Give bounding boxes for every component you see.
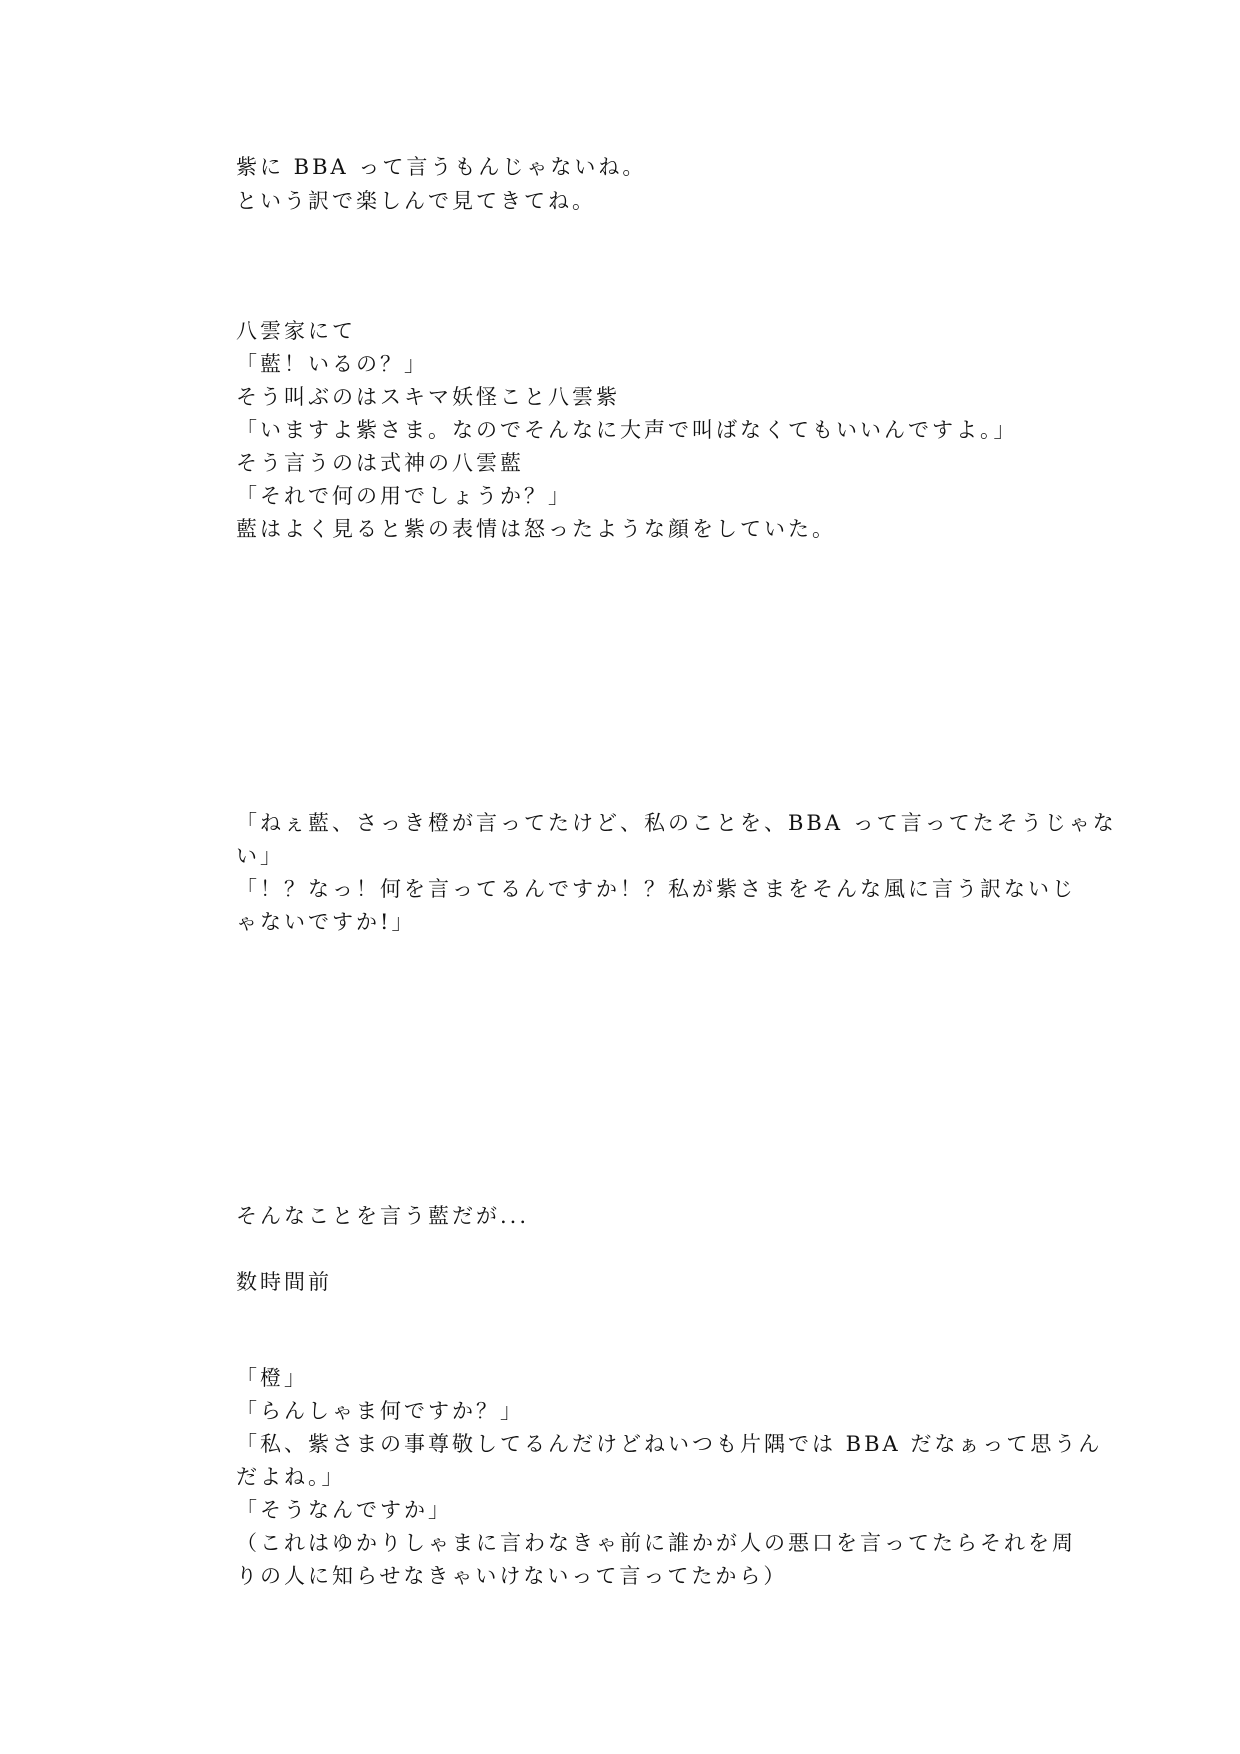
text-line: （これはゆかりしゃまに言わなきゃ前に誰かが人の悪口を言ってたらそれを周 bbox=[236, 1531, 1076, 1555]
text-line: 藍はよく見ると紫の表情は怒ったような顔をしていた。 bbox=[236, 517, 836, 541]
text-line: 「橙」 bbox=[236, 1366, 308, 1390]
text-line: そんなことを言う藍だが... bbox=[236, 1204, 530, 1228]
text-line: 「！？なっ！何を言ってるんですか！？私が紫さまをそんな風に言う訳ないじ bbox=[236, 877, 1076, 901]
text-line: 紫に BBA って言うもんじゃないね。 bbox=[236, 155, 647, 179]
text-line: 「いますよ紫さま。なのでそんなに大声で叫ばなくてもいいんですよ。」 bbox=[236, 418, 1018, 442]
text-line: という訳で楽しんで見てきてね。 bbox=[236, 189, 596, 213]
text-line: 「ねぇ藍、さっき橙が言ってたけど、私のことを、BBA って言ってたそうじゃな bbox=[236, 811, 1117, 835]
text-line: 八雲家にて bbox=[236, 319, 356, 343]
text-line: 「らんしゃま何ですか？」 bbox=[236, 1399, 524, 1423]
text-line: そう叫ぶのはスキマ妖怪こと八雲紫 bbox=[236, 385, 620, 409]
text-line: 「それで何の用でしょうか？」 bbox=[236, 484, 572, 508]
text-line: 数時間前 bbox=[236, 1270, 332, 1294]
text-line: そう言うのは式神の八雲藍 bbox=[236, 451, 524, 475]
text-line: い」 bbox=[236, 844, 284, 868]
text-line: 「私、紫さまの事尊敬してるんだけどねいつも片隅では BBA だなぁって思うん bbox=[236, 1432, 1103, 1456]
text-line: りの人に知らせなきゃいけないって言ってたから） bbox=[236, 1564, 788, 1588]
text-line: だよね。」 bbox=[236, 1465, 346, 1489]
text-line: ゃないですか!」 bbox=[236, 910, 416, 934]
text-line: 「藍！いるの？」 bbox=[236, 352, 428, 376]
text-line: 「そうなんですか」 bbox=[236, 1498, 452, 1522]
